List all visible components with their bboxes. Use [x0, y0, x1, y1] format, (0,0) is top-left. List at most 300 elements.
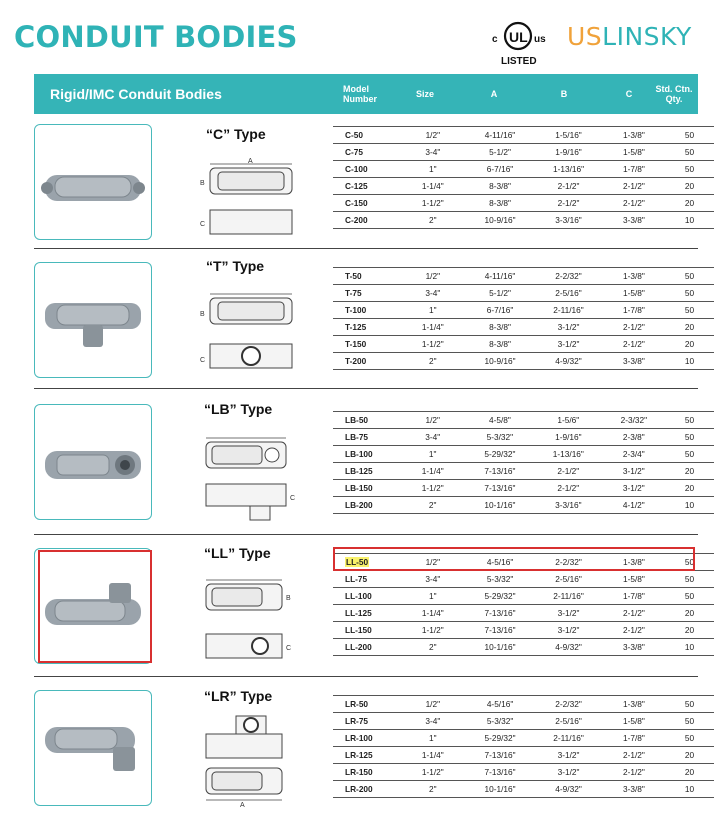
dim-a-text: 4-5/16"	[486, 699, 514, 709]
dim-c-cell	[603, 285, 665, 302]
model-number-text: LL-125	[345, 608, 372, 618]
carton-qty-cell	[665, 446, 714, 463]
dim-a-cell	[466, 446, 534, 463]
size-cell	[400, 605, 466, 622]
table-header-bar	[34, 74, 698, 114]
size-text: 1"	[429, 733, 437, 743]
svg-text:B: B	[200, 311, 205, 318]
dim-c-text: 3-3/8"	[622, 784, 645, 794]
carton-qty-text: 20	[684, 608, 695, 618]
model-number-text: LR-100	[345, 733, 373, 743]
size-text: 2"	[429, 784, 437, 794]
model-number-cell	[333, 212, 400, 229]
size-cell	[400, 319, 466, 336]
model-number-text: T-100	[345, 305, 367, 315]
dim-c-cell	[603, 178, 665, 195]
dim-c-text: 1-3/8"	[622, 557, 645, 567]
dim-a-text: 5-3/32"	[486, 432, 514, 442]
carton-qty-text: 50	[684, 432, 695, 442]
dim-c-cell	[603, 144, 665, 161]
dim-c-text: 1-5/8"	[622, 716, 645, 726]
dim-b-text: 2-11/16"	[553, 591, 584, 601]
dim-b-text: 1-9/16"	[555, 147, 582, 157]
dim-b-text: 2-2/32"	[555, 271, 582, 281]
model-number-text: T-150	[345, 339, 367, 349]
size-text: 1-1/4"	[421, 466, 444, 476]
size-text: 1"	[429, 164, 437, 174]
carton-qty-cell	[665, 713, 714, 730]
model-number-text: LL-75	[345, 574, 368, 584]
carton-qty-cell	[665, 161, 714, 178]
lb-type-photo	[34, 404, 152, 520]
dim-c-text: 2-3/4"	[622, 449, 645, 459]
size-text: 1-1/2"	[421, 198, 444, 208]
lb-type-drawing	[196, 432, 300, 524]
model-number-text: LR-75	[345, 716, 369, 726]
size-text: 1/2"	[425, 557, 441, 567]
size-cell	[400, 696, 466, 713]
model-number-text: LL-50	[346, 557, 369, 567]
dim-b-text: 3-1/2"	[557, 625, 580, 635]
dim-a-cell	[466, 144, 534, 161]
lr-type-rows	[333, 696, 714, 798]
model-number-cell	[333, 195, 400, 212]
table-row	[333, 639, 714, 656]
dim-b-cell	[534, 212, 603, 229]
dim-a-cell	[466, 622, 535, 639]
dim-b-cell	[534, 336, 602, 353]
carton-qty-cell	[665, 285, 714, 302]
dim-b-cell	[534, 144, 603, 161]
col-model-number: Model Number	[343, 84, 378, 104]
size-cell	[400, 730, 466, 747]
dim-c-cell	[603, 268, 665, 285]
dim-a-cell	[466, 319, 534, 336]
model-number-cell	[333, 412, 400, 429]
dim-b-text: 3-1/2"	[557, 767, 580, 777]
dim-b-cell	[534, 429, 602, 446]
ul-listed-text: LISTED	[501, 56, 537, 67]
size-text: 3-4"	[425, 574, 441, 584]
dim-c-text: 3-3/8"	[622, 642, 645, 652]
table-row	[333, 319, 714, 336]
c-type-drawing	[196, 156, 300, 242]
dim-b-text: 1-13/16"	[552, 164, 585, 174]
carton-qty-text: 50	[684, 716, 695, 726]
dim-b-text: 1-5/6"	[557, 415, 580, 425]
model-number-text: LR-125	[345, 750, 373, 760]
model-number-cell	[333, 571, 400, 588]
dim-c-text: 1-3/8"	[622, 699, 645, 709]
model-number-text: LL-100	[345, 591, 372, 601]
dim-a-text: 7-13/16"	[484, 483, 516, 493]
col-a: A	[490, 89, 498, 99]
table-row	[333, 605, 714, 622]
dim-b-cell	[534, 713, 602, 730]
model-number-text: C-50	[345, 130, 363, 140]
dim-b-cell	[534, 412, 602, 429]
col-size: Size	[415, 89, 434, 99]
dim-a-text: 7-13/16"	[484, 750, 516, 760]
svg-text:A: A	[240, 802, 245, 808]
carton-qty-cell	[665, 268, 714, 285]
dim-c-cell	[603, 463, 666, 480]
model-number-text: T-75	[345, 288, 362, 298]
size-cell	[400, 588, 466, 605]
model-number-cell	[333, 285, 400, 302]
dim-a-cell	[466, 605, 535, 622]
dim-c-text: 1-3/8"	[622, 271, 645, 281]
carton-qty-text: 50	[684, 449, 695, 459]
table-row	[333, 161, 714, 178]
size-text: 1-1/4"	[421, 322, 444, 332]
dim-c-text: 3-3/8"	[622, 215, 645, 225]
size-text: 1-1/2"	[421, 625, 444, 635]
dim-c-cell	[603, 212, 665, 229]
dim-b-text: 4-9/32"	[555, 784, 582, 794]
table-row	[333, 713, 714, 730]
table-row	[333, 622, 714, 639]
dim-a-cell	[466, 302, 534, 319]
dim-a-text: 8-3/8"	[489, 322, 511, 332]
dim-b-text: 3-1/2"	[557, 322, 580, 332]
carton-qty-cell	[665, 497, 714, 514]
dim-b-cell	[534, 730, 602, 747]
dim-c-text: 2-1/2"	[622, 608, 645, 618]
section-divider	[34, 248, 698, 249]
model-number-text: LR-200	[345, 784, 373, 794]
table-row	[333, 412, 714, 429]
dim-c-text: 4-1/2"	[622, 500, 645, 510]
model-number-cell	[333, 463, 400, 480]
table-row	[333, 446, 714, 463]
size-cell	[400, 429, 466, 446]
table-row	[333, 144, 714, 161]
model-number-cell	[333, 747, 400, 764]
dim-a-cell	[466, 480, 534, 497]
dim-c-cell	[603, 588, 665, 605]
dim-a-text: 6-7/16"	[486, 164, 514, 174]
ul-text: UL	[509, 29, 528, 45]
ul-listed-logo	[488, 14, 552, 70]
model-number-cell	[333, 497, 400, 514]
model-number-text: LB-50	[345, 415, 369, 425]
dim-a-text: 7-13/16"	[484, 466, 516, 476]
carton-qty-text: 10	[684, 215, 695, 225]
size-text: 1/2"	[425, 271, 441, 281]
carton-qty-text: 20	[684, 181, 695, 191]
size-text: 1-1/2"	[421, 767, 444, 777]
lr-type-table	[333, 695, 714, 798]
dim-c-cell	[603, 571, 665, 588]
size-cell	[400, 713, 466, 730]
size-cell	[400, 622, 466, 639]
dim-a-cell	[466, 127, 534, 144]
lr-type-photo	[34, 690, 152, 806]
model-number-cell	[333, 336, 400, 353]
model-number-cell	[333, 302, 400, 319]
dim-a-text: 6-7/16"	[486, 305, 514, 315]
dim-a-cell	[466, 268, 534, 285]
dim-b-cell	[534, 571, 602, 588]
dim-c-cell	[603, 429, 666, 446]
dim-b-cell	[534, 781, 602, 798]
size-cell	[400, 764, 466, 781]
size-cell	[400, 747, 466, 764]
model-number-text: LL-200	[345, 642, 372, 652]
size-text: 3-4"	[425, 716, 441, 726]
size-text: 3-4"	[425, 288, 441, 298]
size-text: 1/2"	[425, 415, 440, 425]
table-row	[333, 353, 714, 370]
table-row	[333, 764, 714, 781]
c-type-table	[333, 126, 714, 229]
carton-qty-text: 50	[684, 733, 695, 743]
t-type-table	[333, 267, 714, 370]
model-number-text: C-200	[345, 215, 368, 225]
dim-b-text: 4-9/32"	[555, 356, 582, 366]
dim-c-text: 1-7/8"	[622, 733, 645, 743]
dim-a-cell	[466, 161, 534, 178]
dim-a-text: 7-13/16"	[484, 608, 516, 618]
svg-text:B: B	[200, 180, 205, 187]
model-number-text: C-150	[345, 198, 368, 208]
dim-b-cell	[534, 605, 602, 622]
carton-qty-cell	[665, 463, 714, 480]
dim-a-cell	[466, 730, 535, 747]
table-row	[333, 212, 714, 229]
carton-qty-cell	[665, 412, 714, 429]
size-cell	[400, 497, 466, 514]
table-row	[333, 178, 714, 195]
carton-qty-cell	[665, 730, 714, 747]
dim-a-cell	[466, 429, 534, 446]
size-text: 1/2"	[425, 699, 441, 709]
table-row	[333, 730, 714, 747]
carton-qty-text: 10	[684, 642, 695, 652]
dim-c-text: 3-1/2"	[622, 466, 645, 476]
dim-b-text: 2-5/16"	[555, 288, 582, 298]
carton-qty-cell	[665, 696, 714, 713]
table-row	[333, 781, 714, 798]
brand-rest: LINSKY	[602, 22, 692, 51]
c-type-label: “C” Type	[206, 126, 266, 142]
carton-qty-text: 10	[684, 784, 695, 794]
carton-qty-cell	[665, 319, 714, 336]
carton-qty-cell	[665, 353, 714, 370]
dim-c-cell	[603, 412, 666, 429]
size-cell	[400, 302, 466, 319]
dim-c-cell	[603, 605, 665, 622]
dim-a-text: 7-13/16"	[484, 767, 516, 777]
table-row	[333, 588, 714, 605]
carton-qty-cell	[665, 622, 714, 639]
model-number-text: LR-150	[345, 767, 373, 777]
col-qty: Std. Ctn. Qty.	[655, 84, 693, 104]
dim-c-cell	[603, 336, 665, 353]
carton-qty-cell	[665, 302, 714, 319]
model-number-cell	[333, 639, 400, 656]
size-text: 1"	[429, 305, 437, 315]
dim-c-text: 2-1/2"	[622, 181, 645, 191]
size-cell	[400, 178, 466, 195]
carton-qty-text: 20	[684, 483, 695, 493]
svg-text:C: C	[200, 357, 206, 364]
size-cell	[400, 127, 466, 144]
dim-b-cell	[534, 446, 602, 463]
model-number-cell	[333, 161, 400, 178]
c-type-photo	[34, 124, 152, 240]
dim-b-text: 2-1/2"	[557, 483, 580, 493]
size-text: 3-4"	[425, 432, 441, 442]
dim-a-text: 5-1/2"	[489, 147, 511, 157]
dim-a-text: 5-3/32"	[486, 574, 514, 584]
ul-us-text: us	[534, 34, 546, 45]
table-row	[333, 268, 714, 285]
model-number-text: C-100	[345, 164, 368, 174]
size-text: 2"	[429, 356, 437, 366]
carton-qty-text: 20	[684, 339, 695, 349]
model-number-text: C-75	[345, 147, 363, 157]
carton-qty-cell	[665, 747, 714, 764]
dim-b-cell	[534, 696, 602, 713]
carton-qty-text: 10	[684, 500, 695, 510]
model-number-cell	[333, 144, 400, 161]
dim-a-text: 5-29/32"	[484, 733, 516, 743]
dim-a-text: 8-3/8"	[489, 181, 511, 191]
carton-qty-cell	[665, 127, 714, 144]
dim-b-text: 3-1/2"	[557, 608, 580, 618]
model-number-text: T-50	[345, 271, 362, 281]
model-number-cell	[333, 319, 400, 336]
model-number-text: LB-125	[345, 466, 373, 476]
dim-c-text: 1-5/8"	[622, 288, 645, 298]
dim-c-text: 2-1/2"	[622, 625, 645, 635]
size-cell	[400, 571, 466, 588]
t-type-photo	[34, 262, 152, 378]
dim-a-text: 5-29/32"	[484, 591, 516, 601]
model-number-cell	[333, 429, 400, 446]
dim-b-cell	[534, 639, 602, 656]
carton-qty-text: 20	[684, 198, 695, 208]
ul-c-text: c	[492, 34, 498, 45]
dim-c-text: 1-7/8"	[622, 305, 645, 315]
size-cell	[400, 353, 466, 370]
model-number-text: LB-200	[345, 500, 373, 510]
carton-qty-text: 20	[684, 466, 695, 476]
model-number-cell	[333, 480, 400, 497]
model-number-cell	[333, 781, 400, 798]
dim-c-cell	[603, 747, 665, 764]
model-number-text: LB-100	[345, 449, 373, 459]
dim-b-cell	[534, 268, 602, 285]
table-row	[333, 285, 714, 302]
dim-a-cell	[466, 285, 534, 302]
carton-qty-cell	[665, 605, 714, 622]
dim-a-cell	[466, 336, 534, 353]
dim-c-text: 3-3/8"	[622, 356, 645, 366]
dim-a-cell	[466, 713, 535, 730]
svg-text:C: C	[290, 495, 296, 502]
table-row	[333, 571, 714, 588]
carton-qty-text: 50	[684, 130, 695, 140]
carton-qty-text: 20	[684, 750, 695, 760]
page-title: CONDUIT BODIES	[14, 20, 298, 54]
dim-c-text: 1-5/8"	[622, 574, 645, 584]
size-cell	[400, 212, 466, 229]
dim-b-text: 2-1/2"	[557, 466, 580, 476]
carton-qty-cell	[665, 639, 714, 656]
table-row	[333, 336, 714, 353]
dim-c-cell	[603, 319, 665, 336]
dim-a-cell	[466, 212, 534, 229]
dim-c-text: 1-7/8"	[622, 591, 645, 601]
dim-b-text: 2-11/16"	[553, 305, 584, 315]
svg-text:A: A	[248, 158, 253, 165]
dim-b-cell	[534, 127, 603, 144]
dim-c-cell	[603, 622, 665, 639]
dim-b-text: 2-11/16"	[553, 733, 584, 743]
model-number-cell	[333, 127, 400, 144]
carton-qty-cell	[665, 144, 714, 161]
table-row	[333, 302, 714, 319]
dim-c-cell	[603, 497, 666, 514]
highlight-box-photo	[38, 550, 152, 663]
carton-qty-text: 50	[684, 557, 695, 567]
model-number-cell	[333, 446, 400, 463]
dim-a-cell	[466, 412, 534, 429]
dim-b-text: 2-1/2"	[557, 198, 580, 208]
carton-qty-cell	[665, 195, 714, 212]
dim-a-cell	[466, 764, 535, 781]
dim-b-cell	[534, 302, 602, 319]
carton-qty-text: 20	[684, 322, 695, 332]
dim-b-text: 2-2/32"	[555, 557, 582, 567]
carton-qty-cell	[665, 429, 714, 446]
dim-a-cell	[466, 696, 535, 713]
brand-logo	[567, 22, 692, 51]
dim-c-text: 3-1/2"	[622, 483, 645, 493]
carton-qty-text: 50	[684, 147, 695, 157]
dim-b-cell	[534, 497, 602, 514]
dim-a-cell	[466, 178, 534, 195]
size-text: 2"	[429, 215, 437, 225]
dim-a-cell	[466, 571, 535, 588]
model-number-text: C-125	[345, 181, 368, 191]
dim-c-text: 1-5/8"	[622, 147, 645, 157]
header-title: Rigid/IMC Conduit Bodies	[50, 86, 222, 102]
dim-c-text: 1-7/8"	[622, 164, 645, 174]
dim-b-text: 1-9/16"	[555, 432, 582, 442]
dim-a-cell	[466, 781, 535, 798]
dim-a-text: 7-13/16"	[484, 625, 516, 635]
dim-a-text: 5-3/32"	[486, 716, 514, 726]
size-text: 1-1/4"	[421, 750, 444, 760]
model-number-cell	[333, 353, 400, 370]
dim-c-cell	[603, 302, 665, 319]
dim-b-text: 2-5/16"	[555, 574, 582, 584]
dim-a-text: 10-9/16"	[484, 215, 516, 225]
dim-c-cell	[603, 713, 665, 730]
dim-a-text: 10-1/16"	[484, 642, 516, 652]
model-number-text: LL-150	[345, 625, 372, 635]
size-text: 3-4"	[425, 147, 441, 157]
dim-c-cell	[603, 446, 666, 463]
size-cell	[400, 480, 466, 497]
t-type-rows	[333, 268, 714, 370]
size-cell	[400, 336, 466, 353]
model-number-text: LB-150	[345, 483, 373, 493]
